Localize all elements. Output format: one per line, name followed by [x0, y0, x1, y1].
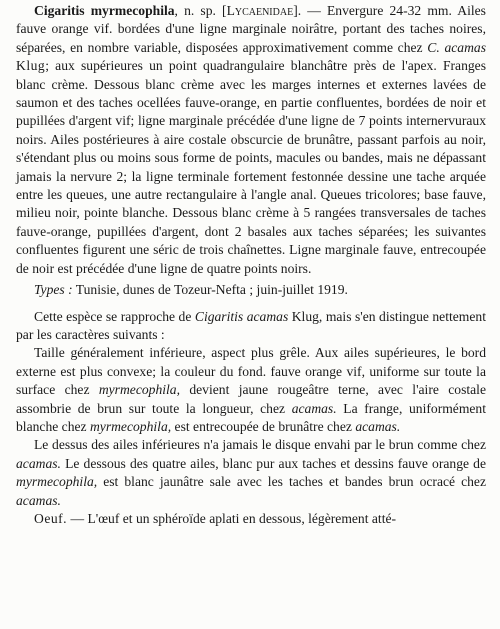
underside-text-1: Le dessus des ailes inférieures n'a jamais le disque envahi par le brun comme chez	[34, 437, 486, 453]
types-paragraph	[16, 281, 486, 299]
egg-paragraph	[16, 510, 486, 528]
description-part-1: ]. — Envergure 24-32 mm. Ailes fauve orange vif. bordées d'une ligne marginale noirâtre, portant des taches noires, séparées, en nombre variable, disposées approximativement comme chez	[16, 3, 486, 55]
underside-em-2: myrmecophila,	[16, 474, 98, 490]
reference-species: C. acamas	[427, 39, 486, 55]
traits-text-3: La frange, uniformément blanche chez	[16, 400, 487, 434]
underside-paragraph	[16, 436, 486, 510]
traits-em-1: myrmecophila,	[98, 382, 180, 398]
comparison-text-2: Klug, mais s'en distingue nettement par les caractères suivants :	[16, 308, 486, 342]
egg-text: — L'œuf et un sphéroïde aplati en dessous, légèrement atté-	[67, 510, 397, 526]
species-status: , n. sp. [	[174, 3, 227, 18]
comparison-paragraph	[16, 308, 486, 345]
underside-text-2: Le dessous des quatre ailes, blanc pur aux taches et dessins fauve orange de	[60, 455, 486, 471]
underside-em-1: acamas.	[16, 455, 61, 471]
traits-text-1: Taille généralement inférieure, aspect plus grêle. Aux ailes supérieures, le bord externe est plus convexe; la couleur du fond. fauve orange vif, uniforme sur toute la surface chez	[16, 345, 486, 398]
traits-em-2: acamas.	[291, 400, 337, 416]
comparison-text-1: Cette espèce se rapproche de	[34, 308, 195, 324]
description-part-2: ; aux supérieures un point quadrangulaire blanchâtre près de l'apex. Franges blanc crème. Dessous blanc crème avec les marges internes et externes lavées de saumon et des taches ocellées fauve-orange, en partie confluentes, bordées de noir et pupillées d'argent vif; ligne marginale précédée d'une ligne de 7 points internervuraux noirs. Ailes postérieures à aire costale obscurcie de brunâtre, passant parfois au noir, s'étendant plus ou moins sous forme de points, macules ou bandes, mais ne dépassant jamais la nervure 2; la ligne terminale fortement festonnée dessine une tache arquée entre les queues, une autre rectangulaire à l'angle anal. Queues tricolores; base fauve, milieu noir, pointe blanche. Dessous blanc crème à 5 rangées transversales de taches fauve-orange, pupillées d'argent, dont 2 basales aux taches séparées; les suivantes confluentes figurent une séric de trois chaînettes. Ligne marginale fauve, entrecoupée de noir est précédée d'une ligne de quatre points noirs.	[16, 58, 486, 276]
egg-label: Oeuf.	[34, 510, 68, 526]
comparison-species: Cigaritis acamas	[194, 308, 289, 324]
underside-em-3: acamas.	[16, 492, 61, 508]
types-label: Types :	[34, 282, 73, 298]
traits-text-2: devient jaune rougeâtre terne, avec l'aire costale assombrie de brun sur toute la longueur, chez	[16, 382, 486, 416]
traits-text-4: est entrecoupée de brunâtre chez	[171, 418, 356, 434]
types-text: Tunisie, dunes de Tozeur-Nefta ; juin-juillet 1919.	[72, 282, 348, 298]
species-description	[16, 2, 486, 278]
reference-author: Klug	[16, 58, 46, 74]
species-name: Cigaritis myrmecophila	[34, 3, 175, 18]
traits-em-4: acamas.	[355, 418, 401, 434]
family-name: Lycaenidae	[226, 3, 294, 18]
traits-paragraph	[16, 344, 486, 436]
traits-em-3: myrmecophila,	[89, 418, 172, 434]
underside-text-3: est blanc jaunâtre sale avec les taches et bandes brun ocracé chez	[97, 474, 486, 490]
